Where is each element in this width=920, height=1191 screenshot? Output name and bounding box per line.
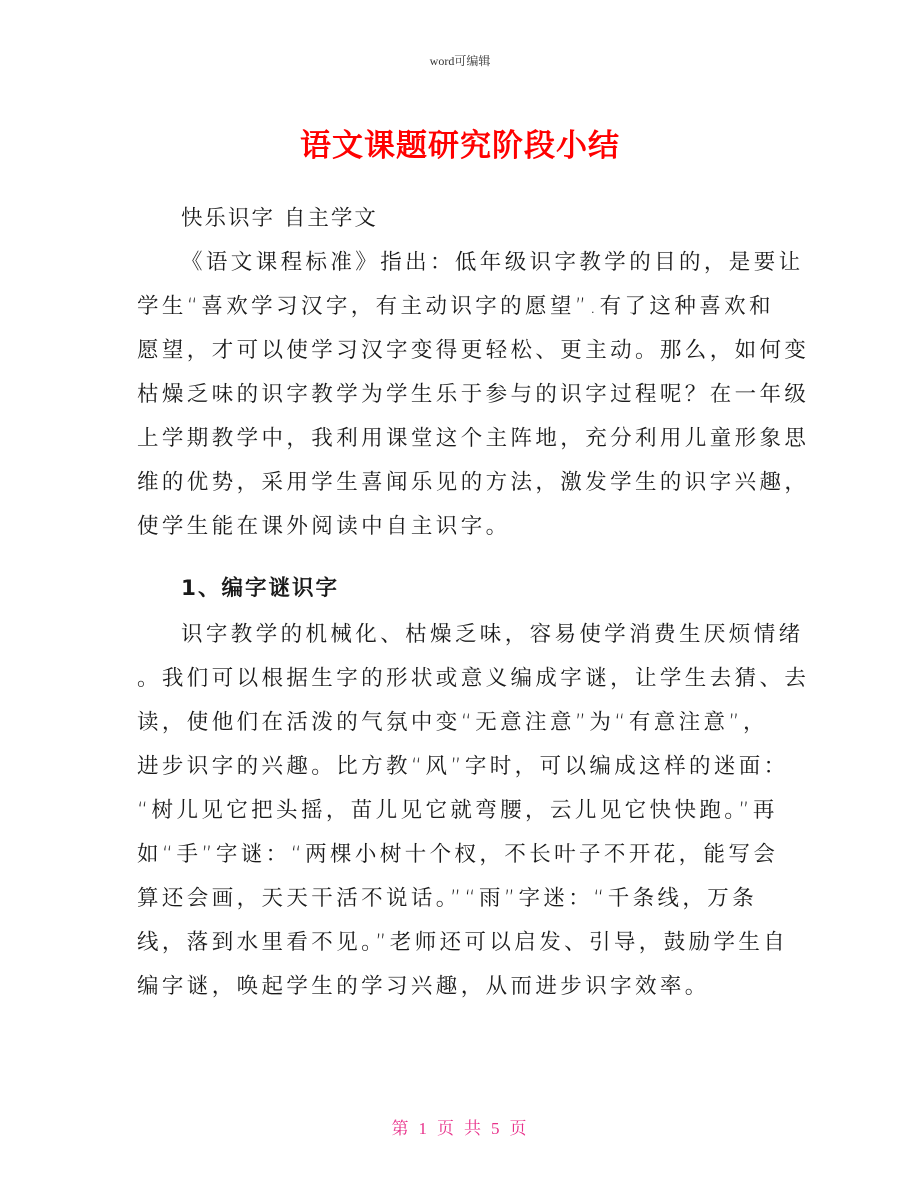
- header-note: word可编辑: [429, 54, 491, 68]
- current-page-number: 1: [418, 1119, 429, 1138]
- paragraph-line: 上学期教学中，我利用课堂这个主阵地，充分利用儿童形象思: [137, 426, 810, 451]
- paragraph-line: 进步识字的兴趣。比方教“风”字时，可以编成这样的迷面：: [137, 754, 789, 779]
- footer-prefix: 第: [391, 1119, 411, 1138]
- paragraph-line: 《语文课程标准》指出：低年级识字教学的目的，是要让: [181, 250, 804, 275]
- page-footer: [0, 1114, 920, 1139]
- total-pages-number: 5: [491, 1119, 502, 1138]
- paragraph-line: “树儿见它把头摇，苗儿见它就弯腰，云儿见它快快跑。”再: [137, 798, 778, 823]
- footer-page-word: 页: [437, 1119, 456, 1138]
- paragraph-line: 编字谜，唤起学生的学习兴趣，从而进步识字效率。: [137, 974, 710, 999]
- paragraph-line: 使学生能在课外阅读中自主识字。: [137, 514, 511, 539]
- paragraph-line: 学生“喜欢学习汉字，有主动识字的愿望”.有了这种喜欢和: [137, 294, 774, 319]
- footer-total-prefix: 共: [464, 1119, 483, 1138]
- paragraph-line: 愿望，才可以使学习汉字变得更轻松、更主动。那么，如何变: [137, 338, 810, 363]
- paragraph-line: 。我们可以根据生字的形状或意义编成字谜，让学生去猜、去: [137, 666, 810, 691]
- subtitle: 快乐识字 自主学文: [181, 206, 378, 231]
- document-title: 语文课题研究阶段小结: [300, 128, 620, 164]
- paragraph-line: 算还会画，天天干活不说话。”“雨”字迷：“千条线，万条: [137, 886, 758, 911]
- section-heading: 1、编字谜识字: [181, 576, 339, 601]
- paragraph-line: 枯燥乏味的识字教学为学生乐于参与的识字过程呢？在一年级: [137, 382, 810, 407]
- paragraph-line: 识字教学的机械化、枯燥乏味，容易使学消费生厌烦情绪: [181, 622, 804, 647]
- paragraph-line: 维的优势，采用学生喜闻乐见的方法，激发学生的识字兴趣，: [137, 470, 810, 495]
- paragraph-line: 如“手”字谜：“两棵小树十个杈，不长叶子不开花，能写会: [137, 842, 779, 867]
- paragraph-line: 读，使他们在活泼的气氛中变“无意注意”为“有意注意”，: [137, 710, 768, 735]
- footer-suffix: 页: [509, 1119, 529, 1138]
- paragraph-line: 线，落到水里看不见。”老师还可以启发、引导，鼓励学生自: [137, 930, 789, 955]
